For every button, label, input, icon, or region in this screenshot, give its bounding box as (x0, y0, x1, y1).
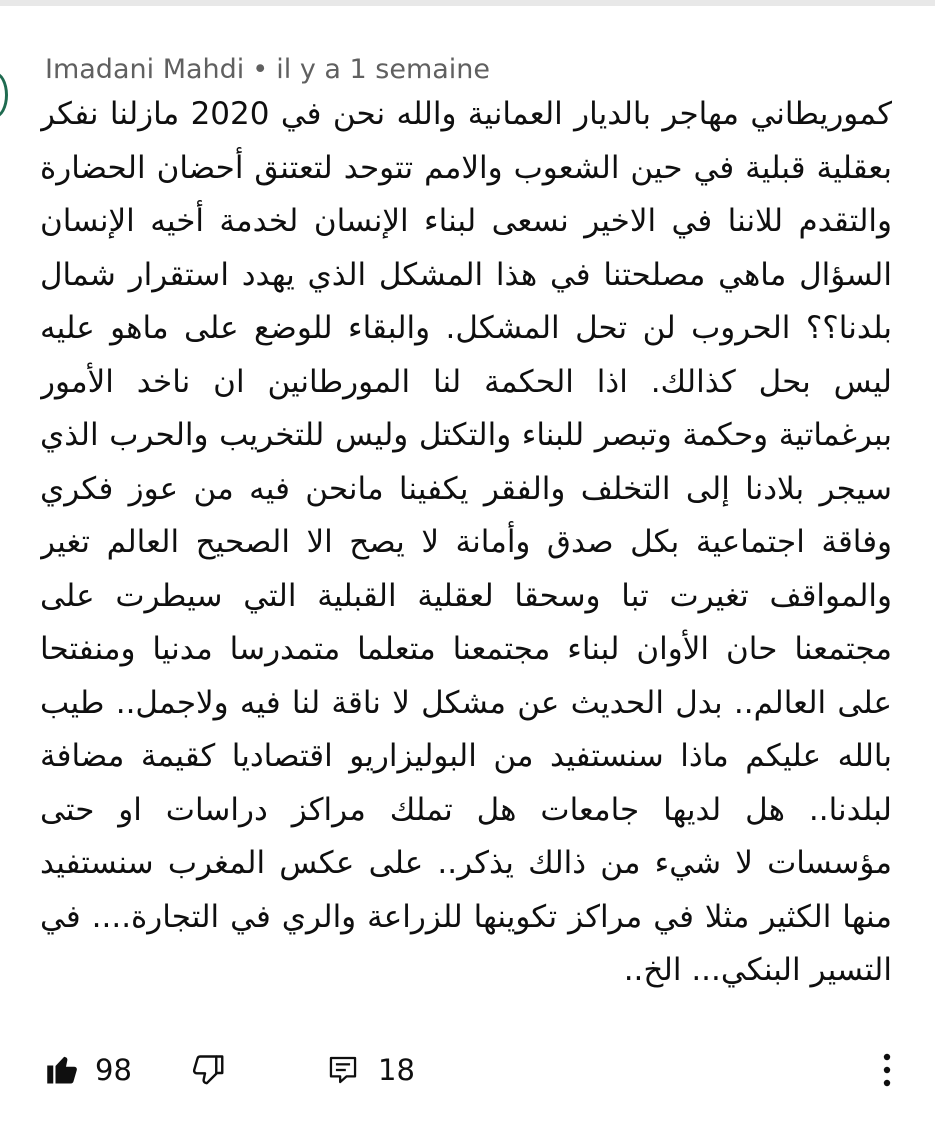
dislike-button[interactable] (190, 1048, 226, 1092)
avatar[interactable] (0, 72, 8, 118)
reply-button[interactable] (326, 1048, 415, 1092)
comment-action-bar (0, 1040, 935, 1100)
comment-text: كموريطاني مهاجر بالديار العمانية والله نحن في 2020 مازلنا نفكر بعقلية قبلية في حين الشعوب والامم تتوحد لتعتنق أحضان الحضارة والتقدم للاننا في الاخير نسعى لبناء الإنسان لخدمة أخيه الإنسان السؤال ماهي مصلحتنا في هذا المشكل الذي يهدد استقرار شمال بلدنا؟؟ الحروب لن تحل المشكل. والبقاء للوضع على ماهو عليه ليس بحل كذالك. اذا الحكمة لنا المورطانين ان ناخد الأمور ببرغماتية وحكمة وتبصر للبناء والتكتل وليس للتخريب والحرب الذي سيجر بلادنا إلى التخلف والفقر يكفينا مانحن فيه من عوز فكري وفاقة اجتماعية بكل صدق وأمانة لا يصح الا الصحيح العالم تغير والمواقف تغيرت تبا وسحقا لعقلية القبلية التي سيطرت على مجتمعنا حان الأوان لبناء مجتمعنا متعلما متمدرسا مدنيا ومنفتحا على العالم.. بدل الحديث عن مشكل لا ناقة لنا فيه ولاجمل.. طيب بالله عليكم ماذا سنستفيد من البوليزاريو اقتصاديا كقيمة مضافة لبلدنا.. هل لديها جامعات هل تملك مراكز دراسات او حتى مؤسسات لا شيء من ذالك يذكر.. على عكس المغرب سنستفيد منها الكثير مثلا في مراكز تكوينها للزراعة والري في التجارة.... في التسير البنكي... الخ.. (40, 96, 892, 988)
thumb-down-icon (190, 1052, 226, 1088)
meta-separator: • (252, 53, 269, 85)
more-vertical-icon (882, 1052, 892, 1088)
like-count: 98 (95, 1053, 132, 1087)
comment-timestamp: il y a 1 semaine (276, 53, 491, 85)
reply-count: 18 (378, 1053, 415, 1087)
comment-author[interactable]: Imadani Mahdi (45, 53, 245, 85)
reply-comment-icon (326, 1053, 360, 1087)
like-button[interactable] (45, 1048, 132, 1092)
more-options-button[interactable] (870, 1048, 904, 1092)
comment-header (45, 48, 490, 90)
thumb-up-icon (45, 1052, 81, 1088)
top-divider (0, 0, 935, 6)
